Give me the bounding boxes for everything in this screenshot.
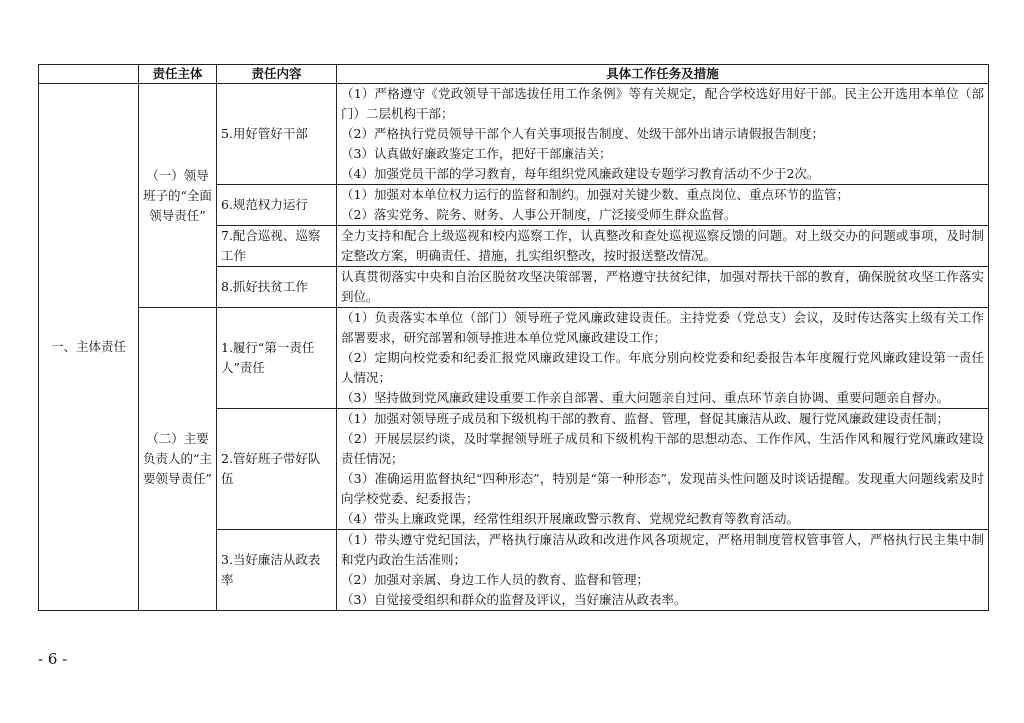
responsibility-table (38, 64, 989, 611)
page-number: - 6 - (38, 650, 68, 668)
tasks-cell (337, 308, 989, 409)
task-item: 认真贯彻落实中央和自治区脱贫攻坚决策部署，严格遵守扶贫纪律，加强对帮扶干部的教育，确保脱贫攻坚工作落实到位。 (341, 269, 984, 304)
tasks-cell (337, 267, 989, 308)
task-item: （2）定期向校党委和纪委汇报党风廉政建设工作。年底分别向校党委和纪委报告本年度履行党风廉政建设第一责任人情况； (341, 350, 984, 385)
header-content: 责任内容 (217, 65, 337, 84)
content-cell: 3.当好廉洁从政表率 (217, 530, 337, 611)
task-item: （2）落实党务、院务、财务、人事公开制度，广泛接受师生群众监督。 (341, 207, 737, 222)
header-tasks: 具体工作任务及措施 (337, 65, 989, 84)
task-item: （3）坚持做到党风廉政建设重要工作亲自部署、重大问题亲自过问、重点环节亲自协调、重要问题亲自督办。 (341, 390, 949, 405)
tasks-cell (337, 226, 989, 267)
task-item: （2）开展层层约谈，及时掌握领导班子成员和下级机构干部的思想动态、工作作风、生活作风和履行党风廉政建设责任情况； (341, 431, 984, 466)
task-item: （2）严格执行党员领导干部个人有关事项报告制度、处级干部外出请示请假报告制度； (341, 126, 824, 141)
task-item: （1）带头遵守党纪国法，严格执行廉洁从政和改进作风各项规定，严格用制度管权管事管人，严格执行民主集中制和党内政治生活准则； (341, 532, 984, 567)
header-blank (39, 65, 139, 84)
table-row (39, 84, 989, 185)
table-header-row (39, 65, 989, 84)
task-item: （1）加强对领导班子成员和下级机构干部的教育、监督、管理，督促其廉洁从政、履行党风廉政建设责任制； (341, 411, 949, 426)
content-cell: 7.配合巡视、巡察工作 (217, 226, 337, 267)
subject-cell: （一）领导班子的“全面领导责任” (139, 84, 217, 308)
subject-cell: （二）主要负责人的“主要领导责任” (139, 308, 217, 611)
task-item: （2）加强对亲属、身边工作人员的教育、监督和管理； (341, 572, 649, 587)
content-cell: 6.规范权力运行 (217, 185, 337, 226)
task-item: （4）加强党员干部的学习教育，每年组织党风廉政建设专题学习教育活动不少于2次。 (341, 166, 820, 181)
task-item: （1）负责落实本单位（部门）领导班子党风廉政建设责任。主持党委（党总支）会议，及时传达落实上级有关工作部署要求，研究部署和领导推进本单位党风廉政建设工作； (341, 310, 984, 345)
tasks-cell (337, 84, 989, 185)
tasks-cell (337, 185, 989, 226)
content-cell: 5.用好管好干部 (217, 84, 337, 185)
category-cell: 一、主体责任 (39, 84, 139, 611)
task-item: 全力支持和配合上级巡视和校内巡察工作，认真整改和查处巡视巡察反馈的问题。对上级交办的问题或事项，及时制定整改方案，明确责任、措施，扎实组织整改，按时报送整改情况。 (341, 228, 984, 263)
task-item: （1）加强对本单位权力运行的监督和制约。加强对关键少数、重点岗位、重点环节的监管； (341, 187, 849, 202)
task-item: （3）自觉接受组织和群众的监督及评议，当好廉洁从政表率。 (341, 592, 687, 607)
task-item: （3）准确运用监督执纪“四种形态”，特别是“第一种形态”，发现苗头性问题及时谈话提醒。发现重大问题线索及时向学校党委、纪委报告； (341, 471, 984, 506)
task-item: （1）严格遵守《党政领导干部选拔任用工作条例》等有关规定，配合学校选好用好干部。民主公开选用本单位（部门）二层机构干部； (341, 86, 984, 121)
content-cell: 1.履行“第一责任人”责任 (217, 308, 337, 409)
task-item: （3）认真做好廉政鉴定工作，把好干部廉洁关； (341, 146, 612, 161)
header-subject: 责任主体 (139, 65, 217, 84)
tasks-cell (337, 409, 989, 530)
tasks-cell (337, 530, 989, 611)
task-item: （4）带头上廉政党课，经常性组织开展廉政警示教育、党规党纪教育等教育活动。 (341, 511, 799, 526)
table-row (39, 308, 989, 409)
content-cell: 2.管好班子带好队伍 (217, 409, 337, 530)
content-cell: 8.抓好扶贫工作 (217, 267, 337, 308)
